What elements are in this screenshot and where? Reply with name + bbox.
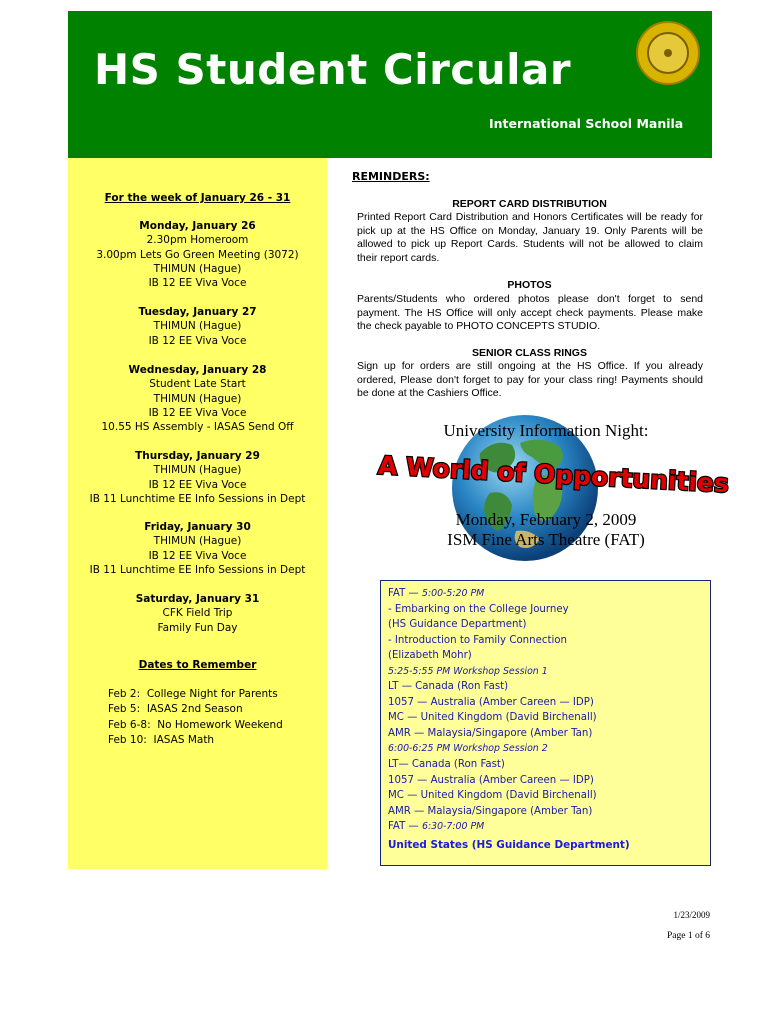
day-event: IB 12 EE Viva Voce bbox=[148, 334, 247, 347]
circular-header bbox=[68, 11, 712, 158]
schedule-line: United States (HS Guidance Department) bbox=[388, 838, 630, 851]
section-body: Sign up for orders are still ongoing at the HS Office. If you already ordered, Please don't forget to pay for your class ring! Payments should be done at the Cashiers Office. bbox=[357, 360, 703, 399]
tagline-text: A World of Opportunities bbox=[377, 450, 730, 499]
schedule-line: LT— Canada (Ron Fast) bbox=[388, 759, 505, 771]
event-intro: University Information Night: bbox=[443, 421, 649, 440]
week-heading: For the week of January 26 - 31 bbox=[104, 192, 291, 204]
day-event: 3.00pm Lets Go Green Meeting (3072) bbox=[96, 248, 299, 261]
day-block-tuesday bbox=[68, 305, 327, 348]
day-event: IB 12 EE Viva Voce bbox=[148, 277, 247, 290]
day-title: Thursday, January 29 bbox=[135, 450, 260, 462]
day-block-saturday bbox=[68, 592, 327, 635]
day-event: IB 11 Lunchtime EE Info Sessions in Dept bbox=[89, 563, 306, 576]
schedule-line: 1057 — Australia (Amber Careen — IDP) bbox=[388, 696, 594, 708]
day-title: Wednesday, January 28 bbox=[128, 364, 267, 376]
schedule-time: 6:30-7:00 PM bbox=[422, 821, 485, 833]
day-block-friday bbox=[68, 520, 327, 577]
day-event: THIMUN (Hague) bbox=[153, 262, 242, 275]
school-seal-icon bbox=[636, 21, 700, 85]
day-title: Saturday, January 31 bbox=[135, 593, 260, 605]
schedule-line: AMR — Malaysia/Singapore (Amber Tan) bbox=[388, 805, 593, 817]
day-event: IB 11 Lunchtime EE Info Sessions in Dept bbox=[89, 492, 306, 505]
date-item: Feb 2: College Night for Parents bbox=[108, 688, 278, 700]
schedule-line: - Embarking on the College Journey bbox=[388, 603, 569, 615]
date-item: Feb 10: IASAS Math bbox=[108, 733, 215, 746]
section-title: PHOTOS bbox=[507, 279, 552, 291]
schedule-line: MC — United Kingdom (David Birchenall) bbox=[388, 790, 597, 802]
event-venue: ISM Fine Arts Theatre (FAT) bbox=[447, 530, 645, 549]
day-event: 2.30pm Homeroom bbox=[146, 234, 249, 247]
dates-list bbox=[108, 687, 283, 748]
day-event: THIMUN (Hague) bbox=[153, 535, 242, 548]
page-number: Page 1 of 6 bbox=[666, 931, 710, 941]
day-event: THIMUN (Hague) bbox=[153, 392, 242, 405]
circular-title: HS Student Circular bbox=[94, 45, 572, 94]
day-title: Friday, January 30 bbox=[144, 521, 251, 533]
schedule-line: FAT — 5:00-5:20 PM bbox=[388, 588, 485, 599]
schedule-line: (HS Guidance Department) bbox=[388, 619, 527, 631]
day-event: IB 12 EE Viva Voce bbox=[148, 549, 247, 562]
schedule-line: 5:25-5:55 PM Workshop Session 1 bbox=[388, 665, 548, 677]
dates-heading: Dates to Remember bbox=[138, 659, 257, 671]
day-event: THIMUN (Hague) bbox=[153, 320, 242, 333]
section-title: SENIOR CLASS RINGS bbox=[472, 347, 587, 359]
footer-date: 1/23/2009 bbox=[673, 910, 710, 920]
schedule-list bbox=[388, 586, 630, 853]
schedule-line: - Introduction to Family Connection bbox=[388, 634, 567, 646]
day-block-thursday bbox=[68, 449, 327, 506]
schedule-line: MC — United Kingdom (David Birchenall) bbox=[388, 712, 597, 724]
schedule-line: FAT — 6:30-7:00 PM bbox=[388, 821, 485, 833]
day-block-monday bbox=[68, 219, 327, 290]
day-event: Family Fun Day bbox=[157, 621, 238, 634]
day-event: Student Late Start bbox=[149, 378, 246, 391]
reminders-heading: REMINDERS: bbox=[352, 170, 430, 183]
day-event: CFK Field Trip bbox=[162, 607, 233, 620]
date-item: Feb 5: IASAS 2nd Season bbox=[108, 703, 243, 716]
weekly-calendar-sidebar bbox=[68, 158, 327, 869]
day-block-wednesday bbox=[68, 363, 327, 434]
day-event: THIMUN (Hague) bbox=[153, 464, 242, 477]
schedule-line: LT — Canada (Ron Fast) bbox=[388, 681, 509, 693]
school-name: International School Manila bbox=[489, 116, 684, 131]
wordart-tagline bbox=[376, 445, 731, 505]
schedule-line: AMR — Malaysia/Singapore (Amber Tan) bbox=[388, 727, 593, 739]
section-body: Printed Report Card Distribution and Honors Certificates will be ready for pick up at the HS Office on Monday, January 19. Only Parents will be allowed to pick up Report Cards. Students will not be allowed to claim their report cards. bbox=[357, 211, 703, 264]
schedule-line: 1057 — Australia (Amber Careen — IDP) bbox=[388, 774, 594, 786]
day-event: IB 12 EE Viva Voce bbox=[148, 478, 247, 491]
day-title: Tuesday, January 27 bbox=[138, 306, 257, 318]
schedule-line: (Elizabeth Mohr) bbox=[388, 650, 472, 662]
day-title: Monday, January 26 bbox=[139, 220, 256, 232]
section-body: Parents/Students who ordered photos please don't forget to send payment. The HS Office will only accept check payments. Please make the check payable to PHOTO CONCEPTS STUDIO. bbox=[357, 293, 703, 332]
section-title: REPORT CARD DISTRIBUTION bbox=[452, 198, 607, 210]
schedule-box bbox=[380, 580, 711, 866]
schedule-time: 5:00-5:20 PM bbox=[422, 588, 485, 599]
day-event: 10.55 HS Assembly - IASAS Send Off bbox=[101, 421, 294, 434]
event-date: Monday, February 2, 2009 bbox=[455, 510, 637, 529]
schedule-line: 6:00-6:25 PM Workshop Session 2 bbox=[388, 743, 548, 755]
day-event: IB 12 EE Viva Voce bbox=[148, 406, 247, 419]
date-item: Feb 6-8: No Homework Weekend bbox=[108, 718, 283, 731]
